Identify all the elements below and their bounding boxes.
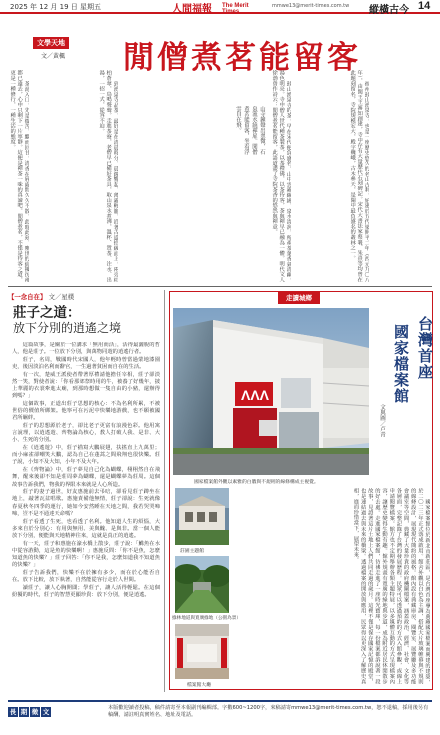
svg-text:ΛΛΛ: ΛΛΛ bbox=[241, 387, 270, 403]
lobby-photo bbox=[175, 624, 229, 679]
submission-guidelines: 本版歡迎讀者投稿，稿件請寄至本報副刊編輯部。字數600~1200字，來稿請寄mmwe13@merit-times.com.tw，恕不退稿，採用後另有稿酬，請註明真實姓名、地址及電話。 bbox=[108, 705, 429, 718]
paragraph: 讀莊子，讓人心胸開闊；學莊子，讓人活得輕鬆。在這個紛擾的時代，莊子的智慧更顯珍貴：放下分別，便是逍遙。 bbox=[12, 584, 160, 598]
article-subheadline: 放下分別的逍遙之境 bbox=[13, 321, 122, 335]
issue-date: 2025 年 12 月 19 日 星期五 bbox=[10, 3, 101, 11]
paragraph: 莊子的妻子過世，好友惠施前去弔唁，卻看見莊子蹲坐在地上，敲著瓦盆唱歌。惠施責備他無情，莊子卻說：生死就像春夏秋冬四季的運行，她如今安然睡在天地之間，我若哭哭啼啼，豈不是不通達天命嗎？ bbox=[12, 489, 160, 517]
footer-notice bbox=[8, 700, 432, 730]
call-for-submissions-label bbox=[8, 707, 51, 717]
label-char: 文 bbox=[42, 708, 50, 716]
label-char: 期 bbox=[20, 708, 28, 716]
poem-quote: 山寺鐘聲出翠微，石泉流水繞禪扉。閒僧煮茗能留客，坐看浮雲自在飛。 bbox=[235, 106, 265, 155]
masthead bbox=[0, 0, 440, 14]
contact-email[interactable]: mmwe13@merit-times.com.tw bbox=[272, 3, 350, 9]
feature-body: 國家檔案館位於新北市新莊區，是台灣首座專為典藏國家檔案而興建的建築，於二〇二三年正式落成啟用。館舍外觀以白色為主調，搭配大片玻璃帷幕與不規則的線條設計，展現現代簡約的風格。館內設有典藏庫房、閱覽室、展覽廳及多功能會議室等空間，典藏了大量珍貴的政府機關檔案，涵蓋政治、經濟、社會、文化等各層面，完整記錄了台灣的發展歷程。民眾可以透過預約的方式入館參觀，或線上申請閱覽檔案。館方也不定期舉辦各類主題特展，以多媒體互動的方式呈現檔案內容，讓歷史變得生動有趣。館外規畫有寬廣的綠地與步道，成為附近居民休閒散步的好去處。走進國家檔案館，彷彿走進了一座時光寶庫，每一份檔案都訴說著一段故事，見證著這片土地上人們共同走過的歲月。這裡不僅是保存國家記憶的殿堂，也是連結過去與未來的橋梁。透過檔案的開放與應用，民眾得以更深入了解歷史真相，進而珍惜當下，展望未來。 bbox=[352, 488, 430, 684]
column-tag bbox=[8, 292, 74, 301]
article-column bbox=[270, 70, 344, 282]
article-column bbox=[348, 70, 434, 282]
label-char: 長 bbox=[9, 708, 17, 716]
photo-caption: 莊園主題館 bbox=[180, 549, 204, 554]
paragraph: 這個故事，正道出莊子思想的核心：不為名利所累，不被世俗的價值所綁架。他寧可在污泥中快樂地游戲，也不願被國君所羈絆。 bbox=[12, 401, 160, 422]
left-article bbox=[8, 290, 161, 694]
lobby-illustration bbox=[175, 624, 229, 679]
article-column bbox=[8, 70, 94, 282]
page-number: 14 bbox=[418, 0, 431, 12]
article-body: 到湧泉寺品茶，最好是在清晨時分。晨鐘響起，薄霧輕籠，沿著古道拾級而上，兩旁松柏蒼翠，鳥鳴聲聲。走進茶寮，老僧早已備好茶具，取山泉水煮沸，溫杯、置茶、注水、出湯，一招一式，從容不迫。 bbox=[98, 70, 119, 282]
photo-caption: 綠林地道與寬廣綠地（公園為景） bbox=[172, 616, 241, 621]
manor-photo bbox=[175, 488, 229, 545]
logo-chinese: 人間福報 bbox=[172, 4, 212, 15]
paragraph: 有一次，楚威王派使者帶著厚禮請他擔任宰相，莊子卻淡然一笑，對使者說：「你看那郊祭時用的牛，被養了好幾年，披上華麗的衣裳牽進太廟，到那時想做一隻自由的小豬，還辦得到嗎？」 bbox=[12, 371, 160, 400]
newspaper-logo bbox=[170, 0, 266, 13]
article-headline: 閒僧煮茗能留客 bbox=[123, 40, 361, 76]
paragraph: 莊子看透了生死，也看透了名利。他知道人生的煩惱，大多來自於分別心：有用與無用、美與醜、是與非。當一個人能放下分別，便能與天地精神往來，這就是真正的逍遙。 bbox=[12, 518, 160, 539]
paragraph: 莊子，名周，戰國時代宋國人，他年輕時曾當過蒙地漆園吏，後因淡泊名利而辭官，一生過著貧困而自在的生活。 bbox=[12, 356, 160, 371]
paragraph: 這篇故事，是關於一位講求「無用而活」，活得最灑脫的哲人，他是莊子。一位放下分別，與萬物同遊的逍遙行者。 bbox=[12, 342, 160, 356]
paragraph: 有一天，莊子和惠施在濠水橋上散步，莊子說：「鰷魚在水中從容游動，這是魚的快樂啊！」惠施反問：「你不是魚，怎麼知道魚的快樂？」莊子回答：「你不是我，怎麼知道我不知道魚的快樂？」 bbox=[12, 540, 160, 569]
article-column bbox=[97, 70, 183, 282]
feature-box bbox=[169, 291, 433, 690]
section-name: 縱橫古今 bbox=[369, 5, 409, 16]
paragraph: 莊子告訴我們，快樂不在於擁有多少，而在於心能否自在。放下比較，放下執著，自然能從容行走於人世間。 bbox=[12, 569, 160, 583]
article-body: 鼓山湧泉寺的茶，早在宋代便負盛名。山中雲霧繚繞，泉水清冽，所產茶葉香氣清幽，湯色明亮。寺中僧人世代種茶製茶，以茶禮佛，以茶待客，茶與禪早已融為一體。明代文人徐渤曾作詩云：閒僧煮茗能留客，此語道盡了寺院茶香的悠然與禪意。 bbox=[271, 70, 292, 282]
feature-tag: 走讀城鄉 bbox=[278, 291, 320, 304]
article-body: 福州鼓山湧泉寺，也是一座歷史悠久的名山古剎，始建於五代梁開平二年（西元九〇八年），由閩王王審知創建，寺中存有大量歷代石刻碑記。宋代大書法家蔡襄、朱熹等均曾在此題刻留名，寺院規模宏大，殿宇巍峨，古木參天，是閩中最負盛名的叢林之一。 bbox=[349, 70, 370, 282]
paragraph: 莊子的思想源於老子，卻比老子更富有浪漫色彩。他用寓言說理，以逍遙遊、齊物論為核心，教人打破人我、是非、大小、生死的分別。 bbox=[12, 423, 160, 444]
feature-headline-line2: 國家檔案館 bbox=[392, 324, 410, 404]
article-body bbox=[12, 342, 160, 692]
paragraph: 在《齊物論》中，莊子夢見自己化為蝴蝶，栩栩然自在飛舞，醒來後卻不知是莊周夢為蝴蝶，還是蝴蝶夢為莊周。這個故事告訴我們，物我的界限本來就是人心所造。 bbox=[12, 467, 160, 488]
label-char: 徵 bbox=[31, 708, 39, 716]
byline: 文／星樸 bbox=[48, 293, 75, 301]
building-illustration bbox=[173, 308, 369, 475]
category-tag: 文學天地 bbox=[33, 37, 69, 49]
section-divider bbox=[8, 286, 432, 287]
archives-building-photo bbox=[173, 308, 369, 475]
column-divider bbox=[164, 290, 165, 692]
photo-caption: 檔案館大廳 bbox=[187, 683, 211, 688]
photo-caption: 國家檔案館外觀以素雅的白牆與不規則的線條構成主視覺。 bbox=[194, 480, 319, 485]
feature-headline-line1: 台灣首座 bbox=[416, 316, 434, 380]
byline: 文與圖／卢青 bbox=[379, 404, 385, 437]
article-headline: 莊子之道： bbox=[13, 305, 81, 321]
paragraph: 在《逍遙遊》中，莊子描寫大鵬展翅，扶搖直上九萬里；而小麻雀卻嘲笑大鵬，認為自己在蓬蒿之間飛翔也很快樂。莊子說，小知不及大知，小年不及大年。 bbox=[12, 445, 160, 466]
logo-english: The Merit Times bbox=[222, 3, 249, 15]
column-name: 【一念自在】 bbox=[8, 293, 47, 301]
article-body: 茶湯入口，先是微苦，繼而回甘，清香在唇齒間久久不散。此時此刻，塵世的紛擾彷彿都已遠去，心中只剩下一片寧靜。這便是禪茶一味的真諦吧。閒僧煮茗，不僅是待客之道，更是一種修行，一種生活的態度。 bbox=[9, 70, 30, 282]
park-illustration bbox=[175, 556, 229, 613]
manor-illustration bbox=[175, 488, 229, 545]
green-tunnel-photo bbox=[175, 556, 229, 613]
byline: 文／黃楓 bbox=[41, 53, 66, 60]
